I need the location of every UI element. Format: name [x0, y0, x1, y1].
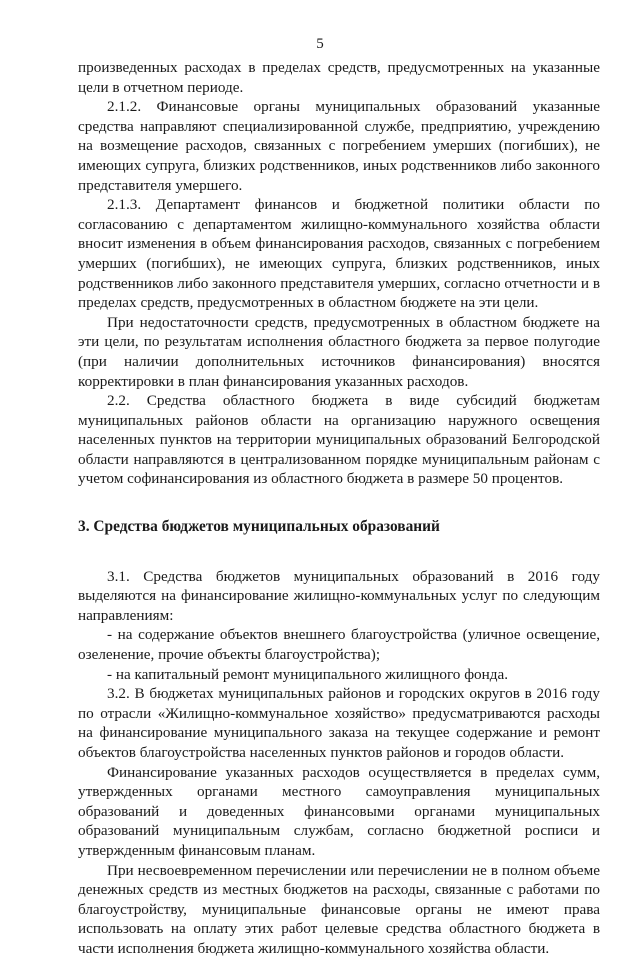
- paragraph-2-2: 2.2. Средства областного бюджета в виде субсидий бюджетам муниципальных районов области на организацию наружного освещения населенных пунктов на территории муниципальных образований Белгородской области направляются в централизованном порядке муниципальным районам с учетом софинансирования из областного бюджета в размере 50 процентов.: [78, 392, 600, 488]
- page-number: 5: [316, 36, 324, 52]
- paragraph-financing: Финансирование указанных расходов осуществляется в пределах сумм, утвержденных органами местного самоуправления муниципальных образований и доведенных финансовыми органами муниципальных образований муниципальным службам, согласно бюджетной росписи и утвержденным финансовым планам.: [78, 763, 600, 859]
- section-heading: 3. Средства бюджетов муниципальных образований: [78, 518, 440, 536]
- document-body: [78, 58, 600, 959]
- paragraph-3-1: 3.1. Средства бюджетов муниципальных образований в 2016 году выделяются на финансирование жилищно-коммунальных услуг по следующим направлениям:: [78, 567, 600, 624]
- paragraph-2-1-2: 2.1.2. Финансовые органы муниципальных образований указанные средства направляют специализированной службе, предприятию, учреждению на возмещение расходов, связанных с погребением умерших (погибших), не имеющих супруга, близких родственников, иных родственников либо законного представителя умершего.: [78, 98, 600, 194]
- paragraph-continuation: произведенных расходах в пределах средств, предусмотренных на указанные цели в отчетном периоде.: [78, 59, 600, 96]
- paragraph-2-1-3: 2.1.3. Департамент финансов и бюджетной политики области по согласованию с департаментом жилищно-коммунального хозяйства области вносит изменения в объем финансирования расходов, связанных с погребением умерших (погибших), не имеющих супруга, близких родственников, иных родственников либо законного представителя умерших, согласно отчетности и в пределах средств, предусмотренных в областном бюджете на эти цели.: [78, 196, 600, 312]
- paragraph-3-2: 3.2. В бюджетах муниципальных районов и городских округов в 2016 году по отрасли «Жилищно-коммунальное хозяйство» предусматриваются расходы на финансирование муниципального заказа на текущее содержание и ремонт объектов благоустройства населенных пунктов районов и городов области.: [78, 685, 600, 761]
- list-item-capital-repair: - на капитальный ремонт муниципального жилищного фонда.: [107, 665, 509, 683]
- list-item-landscaping: - на содержание объектов внешнего благоустройства (уличное освещение, озеленение, прочие объекты благоустройства);: [78, 626, 600, 664]
- paragraph-insufficient-funds: При недостаточности средств, предусмотренных в областном бюджете на эти цели, по результатам исполнения областного бюджета за первое полугодие (при наличии дополнительных источников финансирования) вносятся корректировки в план финансирования указанных расходов.: [78, 313, 600, 390]
- paragraph-late-transfer: При несвоевременном перечислении или перечислении не в полном объеме денежных средств из местных бюджетов на расходы, связанные с работами по благоустройству, муниципальные финансовые органы не имеют права использовать на оплату этих работ целевые средства областного бюджета в части исполнения бюджета жилищно-коммунального хозяйства области.: [78, 861, 600, 957]
